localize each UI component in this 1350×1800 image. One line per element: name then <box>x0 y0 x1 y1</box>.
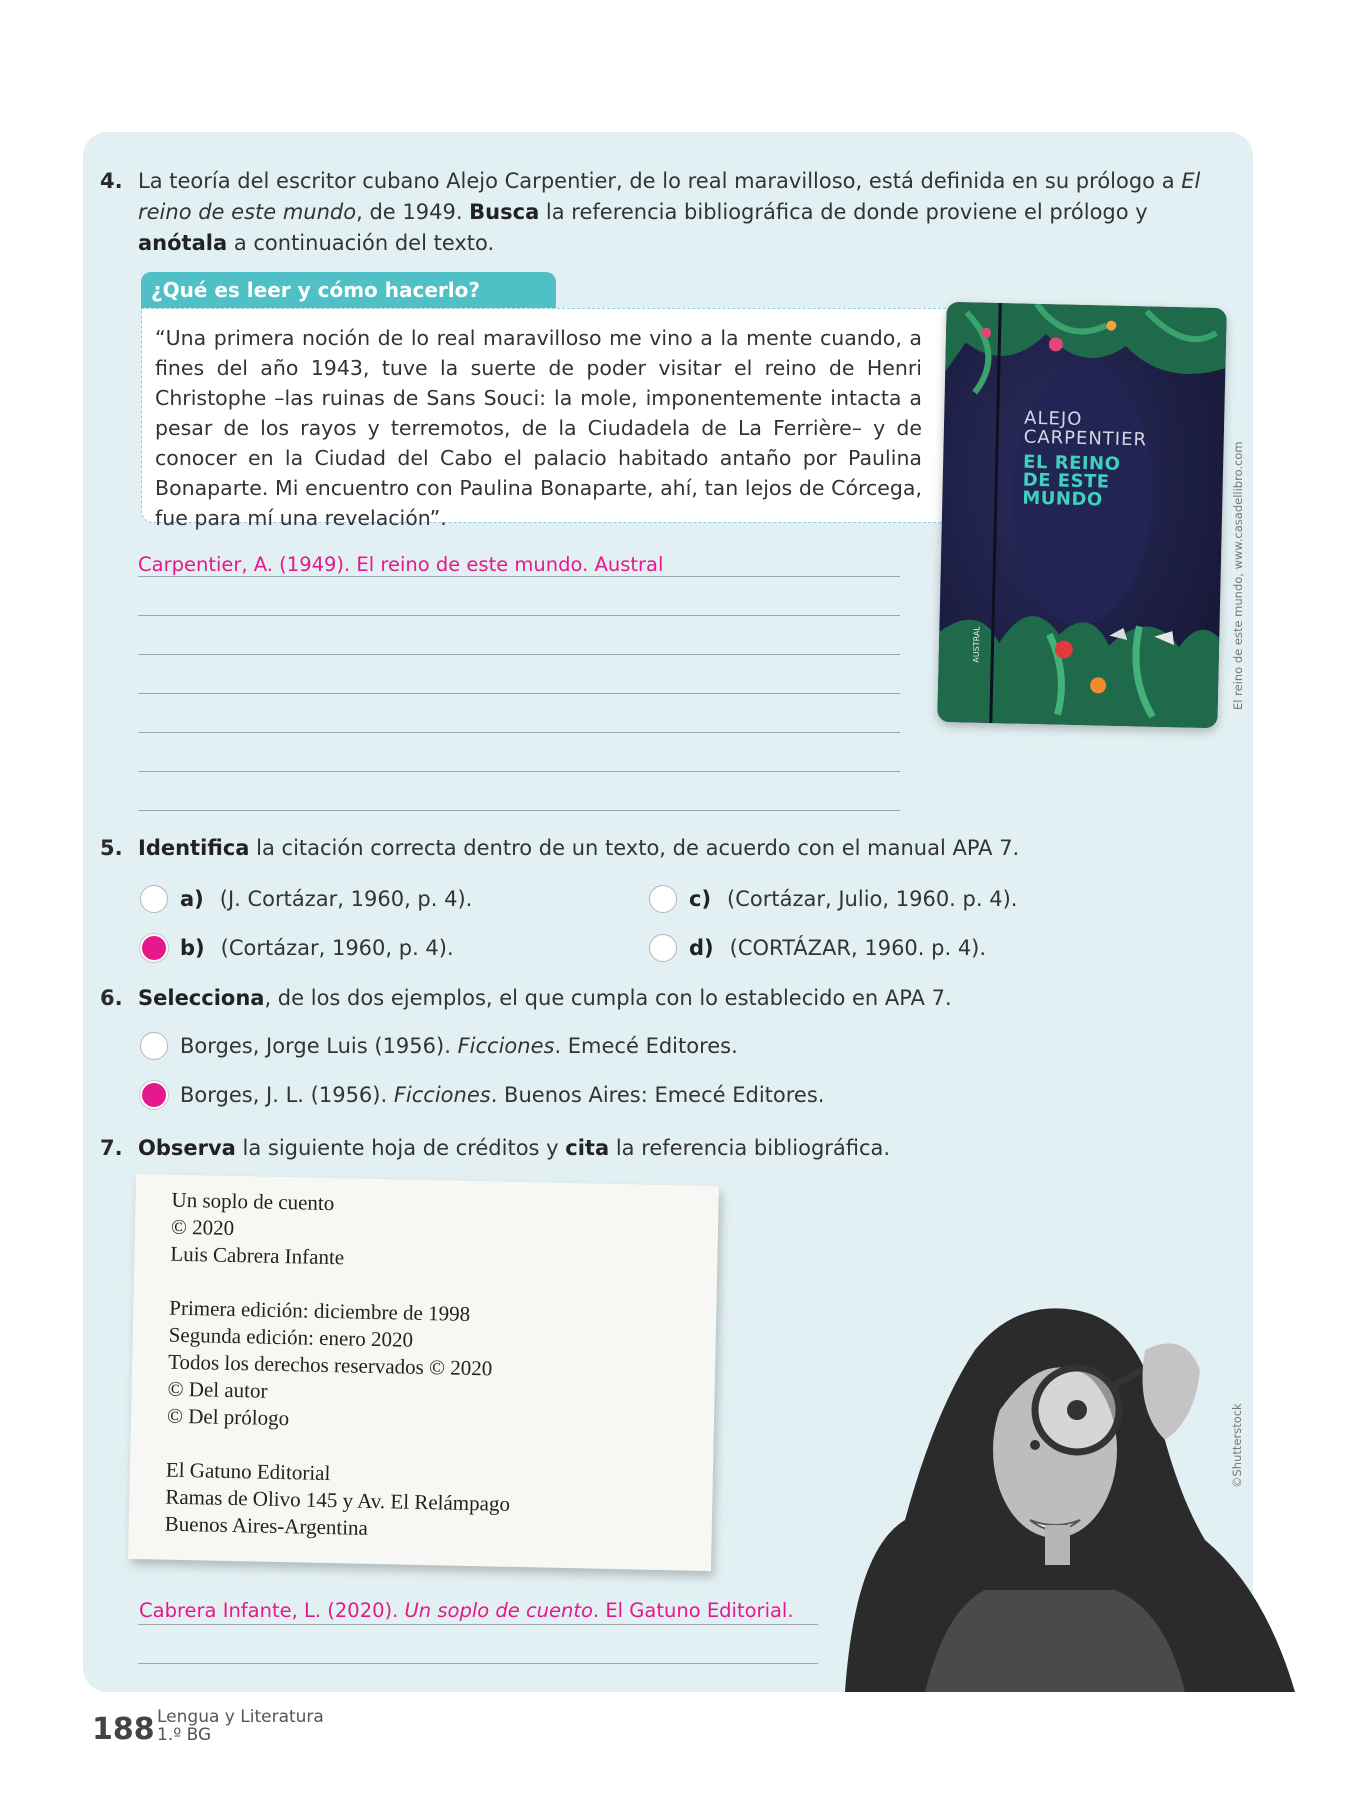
publisher-label: AUSTRAL <box>971 626 982 663</box>
credits-sheet: Un soplo de cuento © 2020 Luis Cabrera Infante Primera edición: diciembre de 1998 Segunda edición: enero 2020 Todos los derechos reservados © 2020 © Del autor © Del prólogo El Gatuno Editorial Ramas de Olivo 145 y Av. El Relámpago Buenos Aires-Argentina <box>128 1174 719 1571</box>
page-number: 188 <box>92 1712 155 1747</box>
answer-line[interactable] <box>138 576 900 577</box>
option-d-radio[interactable] <box>649 934 677 962</box>
question-7: 7. Observa la siguiente hoja de créditos y cita la referencia bibliográfica. <box>100 1136 891 1160</box>
option-b: b) (Cortázar, 1960, p. 4). <box>180 936 454 960</box>
reading-box-title: ¿Qué es leer y cómo hacerlo? <box>141 272 556 308</box>
example-2: Borges, J. L. (1956). Ficciones. Buenos Aires: Emecé Editores. <box>180 1083 825 1107</box>
answer-line[interactable] <box>138 1624 818 1625</box>
question-4: 4. La teoría del escritor cubano Alejo Carpentier, de lo real maravilloso, está definida en su prólogo a El reino de este mundo, de 1949. Busca la referencia bibliográfica de donde proviene el prólogo y anótala a continuación del texto. <box>138 166 1243 259</box>
example-2-radio[interactable] <box>140 1081 168 1109</box>
answer-line[interactable] <box>138 693 900 694</box>
quote-box: “Una primera noción de lo real maravilloso me vino a la mente cuando, a fines del año 1943, tuve la suerte de poder visitar el reino de Henri Christophe –las ruinas de Sans Souci: la mole, imponentemente intacta a pesar de los rayos y terremotos, de la Ciudadela de La Ferrière– y de conocer en la Ciudad del Cabo el palacio habitado antaño por Paulina Bonaparte. Mi encuentro con Paulina Bonaparte, ahí, tan lejos de Córcega, fue para mí una revelación”. <box>141 308 951 523</box>
answer-line[interactable] <box>138 810 900 811</box>
option-c: c) (Cortázar, Julio, 1960. p. 4). <box>689 887 1018 911</box>
q7-answer-text: Cabrera Infante, L. (2020). Un soplo de cuento. El Gatuno Editorial. <box>139 1599 794 1622</box>
answer-line[interactable] <box>138 771 900 772</box>
answer-line[interactable] <box>138 732 900 733</box>
book-image-credit: El reino de este mundo, www.casadellibro.com <box>1231 441 1245 710</box>
question-6: 6. Selecciona, de los dos ejemplos, el que cumpla con lo establecido en APA 7. <box>100 986 952 1010</box>
book-cover-image: ALEJO CARPENTIER EL REINO DE ESTE MUNDO AUSTRAL <box>937 302 1226 728</box>
option-d: d) (CORTÁZAR, 1960. p. 4). <box>689 936 987 960</box>
question-5: 5. Identifica la citación correcta dentro de un texto, de acuerdo con el manual APA 7. <box>100 836 1020 860</box>
option-a-radio[interactable] <box>140 885 168 913</box>
option-a: a) (J. Cortázar, 1960, p. 4). <box>180 887 473 911</box>
q4-answer-text: Carpentier, A. (1949). El reino de este mundo. Austral <box>138 553 664 576</box>
question-number: 4. <box>100 169 123 193</box>
option-c-radio[interactable] <box>649 885 677 913</box>
example-1-radio[interactable] <box>140 1032 168 1060</box>
photo-credit: ©Shutterstock <box>1230 1403 1244 1488</box>
girl-with-magnifying-glass-image <box>815 1290 1295 1692</box>
example-1: Borges, Jorge Luis (1956). Ficciones. Emecé Editores. <box>180 1034 738 1058</box>
subject-label: Lengua y Literatura 1.º BG <box>157 1707 324 1745</box>
answer-line[interactable] <box>138 615 900 616</box>
answer-line[interactable] <box>138 1663 818 1664</box>
jungle-leaves-icon <box>937 302 1226 728</box>
answer-line[interactable] <box>138 654 900 655</box>
option-b-radio[interactable] <box>140 934 168 962</box>
